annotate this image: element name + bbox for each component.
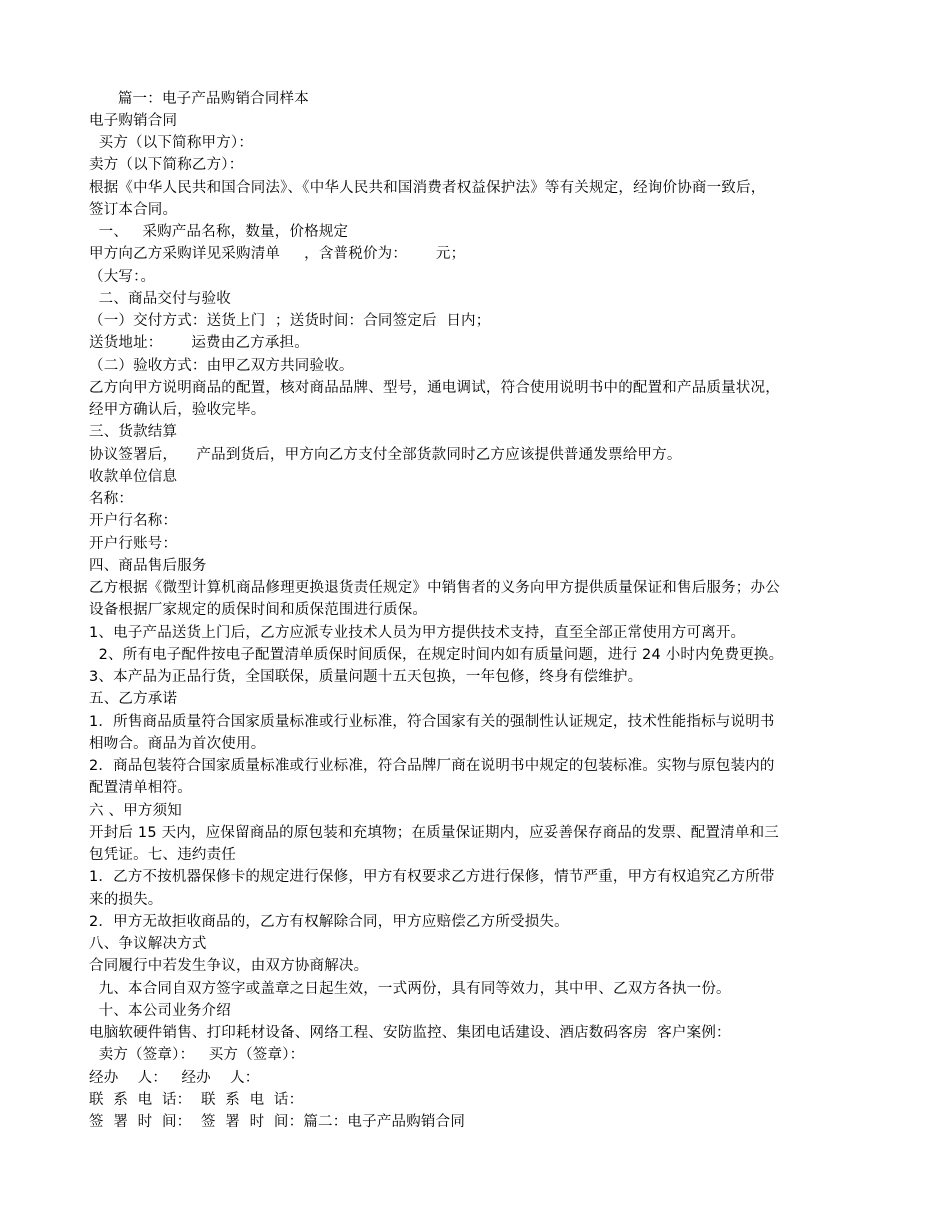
section-heading: 四、商品售后服务 bbox=[89, 558, 207, 574]
text-line: 开户行账号： bbox=[89, 536, 178, 552]
text-line: 合同履行中若发生争议，由双方协商解决。 bbox=[89, 958, 369, 974]
section-heading: 八、争议解决方式 bbox=[89, 936, 207, 952]
text-line: 乙方向甲方说明商品的配置，核对商品品牌、型号，通电调试，符合使用说明书中的配置和产品质量状况， bbox=[89, 380, 780, 396]
text-line: 配置清单相符。 bbox=[89, 780, 192, 796]
text-line: （二）验收方式：由甲乙双方共同验收。 bbox=[89, 358, 354, 374]
signature-line: 签 署 时 间： 签 署 时 间：篇二：电子产品购销合同 bbox=[89, 1114, 466, 1130]
text-line: 相吻合。商品为首次使用。 bbox=[89, 736, 266, 752]
signature-line: 联 系 电 话： 联 系 电 话： bbox=[89, 1092, 304, 1108]
section-heading: 六 、甲方须知 bbox=[89, 803, 183, 819]
text-line: 九、本合同自双方签字或盖章之日起生效，一式两份，具有同等效力，其中甲、乙双方各执一份。 bbox=[89, 981, 731, 997]
text-line: 开户行名称： bbox=[89, 513, 178, 529]
section-heading: 一、 采购产品名称，数量，价格规定 bbox=[89, 224, 349, 240]
text-line: （一）交付方式：送货上门 ；送货时间：合同签定后 日内； bbox=[89, 313, 491, 329]
text-line: 设备根据厂家规定的质保时间和质保范围进行质保。 bbox=[89, 602, 428, 618]
text-line: 1．所售商品质量符合国家质量标准或行业标准，符合国家有关的强制性认证规定，技术性能指标与说明书 bbox=[89, 714, 775, 730]
text-line: 协议签署后， 产品到货后，甲方向乙方支付全部货款同时乙方应该提供普通发票给甲方。 bbox=[89, 447, 682, 463]
text-line: 开封后 15 天内，应保留商品的原包装和充填物；在质量保证期内，应妥善保存商品的发票、配置清单和三 bbox=[89, 825, 779, 841]
text-line: 电脑软硬件销售、打印耗材设备、网络工程、安防监控、集团电话建设、酒店数码客房 客户案例： bbox=[89, 1025, 731, 1041]
text-line: 1．乙方不按机器保修卡的规定进行保修，甲方有权要求乙方进行保修，情节严重，甲方有权追究乙方所带 bbox=[89, 869, 775, 885]
text-line: 2、所有电子配件按电子配置清单质保时间质保，在规定时间内如有质量问题，进行 24 小时内免费更换。 bbox=[89, 647, 784, 663]
text-line: 包凭证。七、违约责任 bbox=[89, 847, 236, 863]
signature-line: 卖方（签章）： 买方（签章）： bbox=[89, 1047, 305, 1063]
signature-line: 经办 人： 经办 人： bbox=[89, 1070, 260, 1086]
text-line: 卖方（以下简称乙方）： bbox=[89, 157, 244, 173]
section-heading: 五、乙方承诺 bbox=[89, 691, 178, 707]
section-heading: 十、本公司业务介绍 bbox=[89, 1003, 231, 1019]
text-line: 名称： bbox=[89, 491, 134, 507]
text-line: 经甲方确认后，验收完毕。 bbox=[89, 402, 266, 418]
text-line: 签订本合同。 bbox=[89, 202, 178, 218]
text-line: 送货地址： 运费由乙方承担。 bbox=[89, 335, 309, 351]
text-line: （大写：。 bbox=[89, 269, 156, 285]
text-line: 根据《中华人民共和国合同法》、《中华人民共和国消费者权益保护法》等有关规定，经询价协商一致后， bbox=[89, 180, 766, 196]
section-heading: 二、商品交付与验收 bbox=[89, 291, 231, 307]
text-line: 来的损失。 bbox=[89, 892, 163, 908]
text-line: 乙方根据《微型计算机商品修理更换退货责任规定》中销售者的义务向甲方提供质量保证和售后服务；办公 bbox=[89, 580, 780, 596]
section-heading: 三、货款结算 bbox=[89, 424, 178, 440]
document-heading: 篇一：电子产品购销合同样本 bbox=[89, 91, 309, 107]
text-line: 1、电子产品送货上门后，乙方应派专业技术人员为甲方提供技术支持，直至全部正常使用方可离开。 bbox=[89, 625, 746, 641]
text-line: 2．商品包装符合国家质量标准或行业标准，符合品牌厂商在说明书中规定的包装标准。实物与原包装内的 bbox=[89, 758, 775, 774]
text-line: 2．甲方无故拒收商品的，乙方有权解除合同，甲方应赔偿乙方所受损失。 bbox=[89, 914, 569, 930]
text-line: 甲方向乙方采购详见采购清单 ，含普税价为： 元； bbox=[89, 246, 466, 262]
text-line: 买方（以下简称甲方）： bbox=[89, 135, 254, 151]
text-line: 收款单位信息 bbox=[89, 469, 178, 485]
text-line: 3、本产品为正品行货，全国联保，质量问题十五天包换，一年包修，终身有偿维护。 bbox=[89, 669, 643, 685]
contract-title: 电子购销合同 bbox=[89, 113, 178, 129]
